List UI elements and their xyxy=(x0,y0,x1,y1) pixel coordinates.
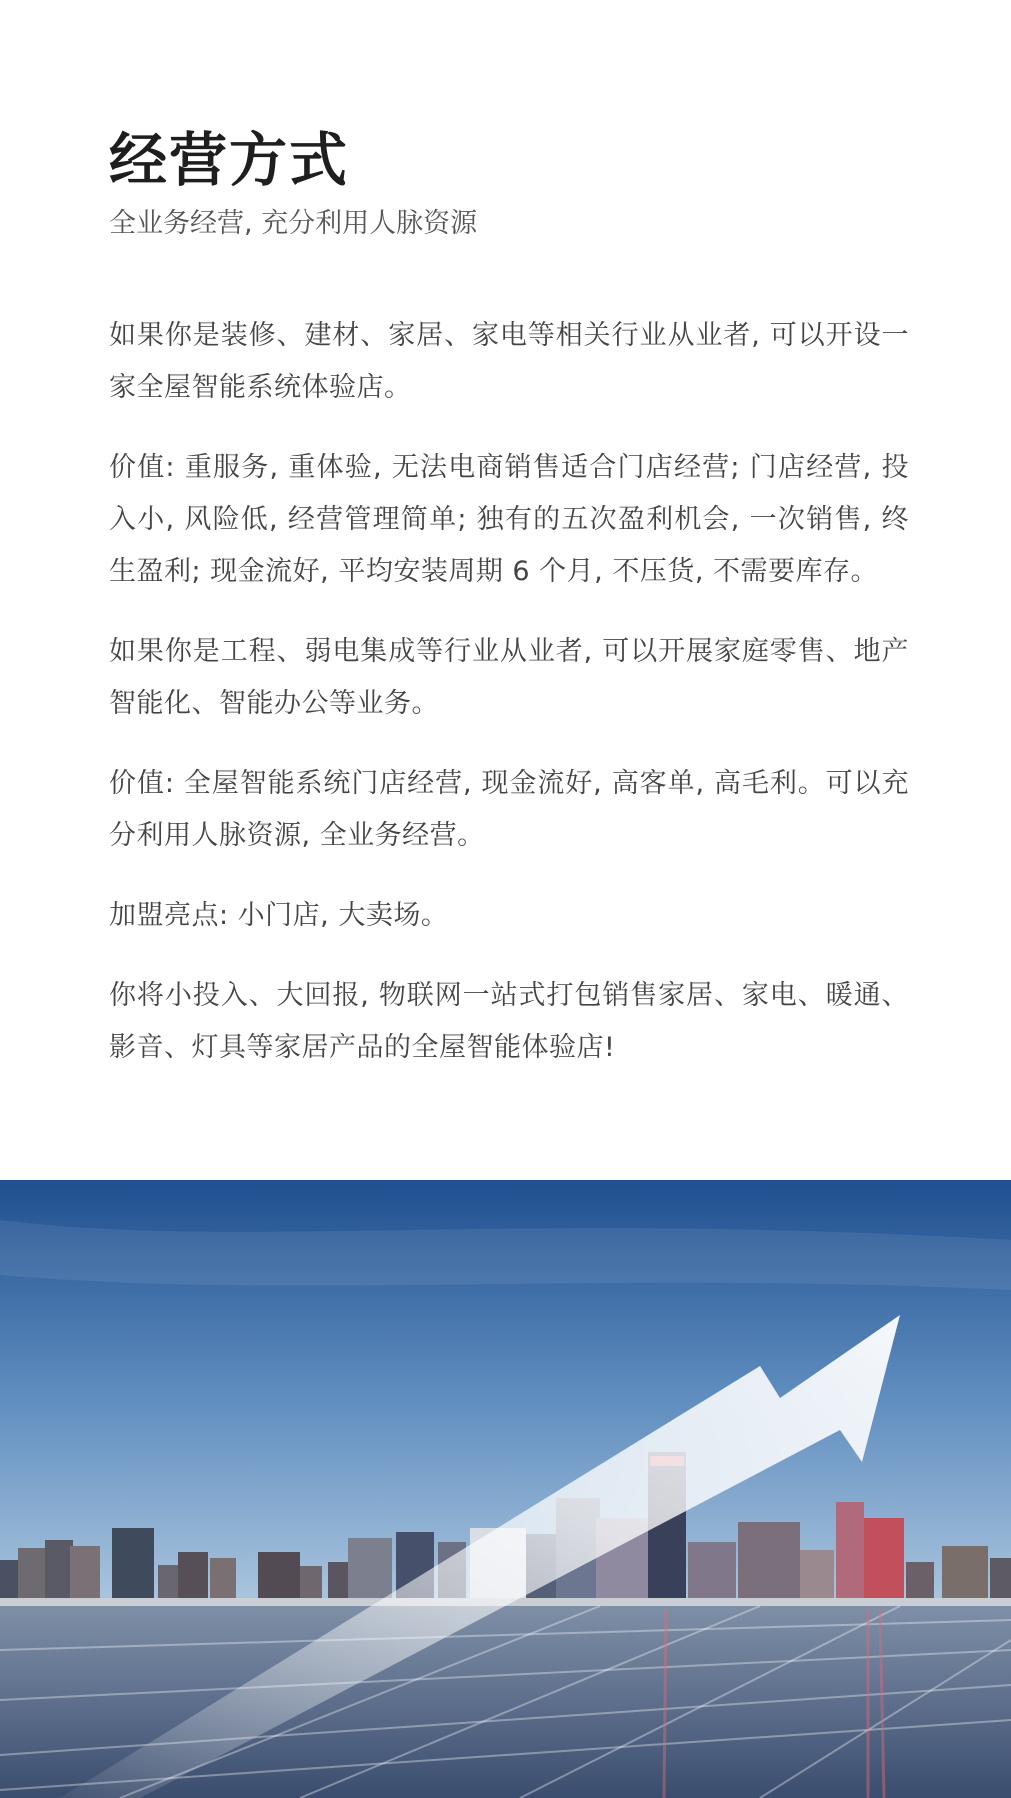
city-skyline-photo xyxy=(0,1180,1011,1798)
skyline-illustration xyxy=(0,1180,1011,1798)
paragraph-franchise-highlight: 加盟亮点: 小门店, 大卖场。 xyxy=(109,900,449,931)
paragraph-engineering-value: 价值: 全屋智能系统门店经营, 现金流好, 高客单, 高毛利。可以充分利用人脉资源, 全业务经营。 xyxy=(109,768,909,851)
text-section xyxy=(109,120,909,1102)
page-title: 经营方式 xyxy=(109,126,350,194)
paragraph-store-value: 价值: 重服务, 重体验, 无法电商销售适合门店经营; 门店经营, 投入小, 风险低, 经营管理简单; 独有的五次盈利机会, 一次销售, 终生盈利; 现金流好, 平均安装周期 6 个月, 不压货, 不需要库存。 xyxy=(109,452,909,587)
paragraph-decoration-industry: 如果你是装修、建材、家居、家电等相关行业从业者, 可以开设一家全屋智能系统体验店。 xyxy=(109,320,909,403)
body-text xyxy=(109,310,909,1074)
paragraph-engineering-industry: 如果你是工程、弱电集成等行业从业者, 可以开展家庭零售、地产智能化、智能办公等业务。 xyxy=(109,636,909,719)
paragraph-closing: 你将小投入、大回报, 物联网一站式打包销售家居、家电、暖通、影音、灯具等家居产品的全屋智能体验店! xyxy=(109,980,909,1063)
page-subtitle: 全业务经营, 充分利用人脉资源 xyxy=(109,208,478,239)
